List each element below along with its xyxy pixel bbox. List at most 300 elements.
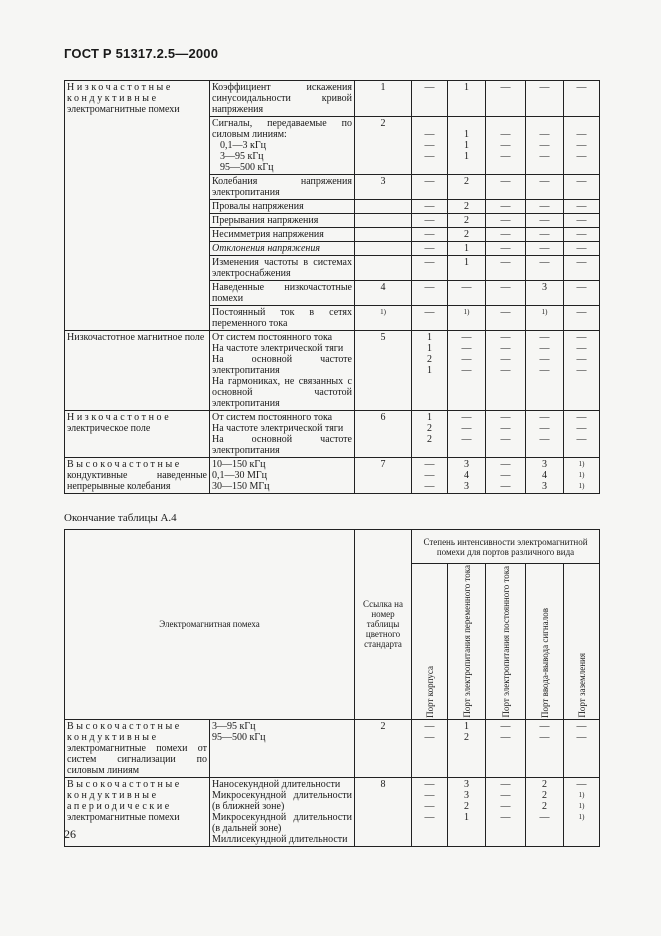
cell-value: —: [539, 423, 550, 434]
cell-value: —: [500, 332, 511, 343]
cell-value: —: [539, 434, 550, 445]
degree-cell: [526, 200, 564, 214]
degree-cell: [412, 175, 448, 200]
port-header: [526, 564, 564, 720]
parameter-item: 3—95 кГц: [212, 720, 256, 732]
cell-value: 2: [542, 800, 547, 812]
cell-value: —: [539, 215, 550, 226]
reference-number: [355, 200, 412, 214]
cell-value: —: [500, 257, 511, 268]
parameter-text: Коэффициент искажения синусоидальности кривой напряжения: [212, 82, 352, 115]
cell-value: —: [576, 778, 587, 790]
cell-value: —: [576, 423, 587, 434]
disturbance-parameters: [210, 458, 355, 494]
cell-value: 2: [427, 434, 432, 445]
spacer: [414, 118, 445, 129]
disturbance-name: [65, 331, 210, 411]
cell-value: 2: [427, 354, 432, 365]
spacer: [528, 118, 561, 129]
degree-cell: [526, 242, 564, 256]
table-a4-part1: [64, 80, 600, 494]
cell-value: 3: [464, 789, 469, 801]
port-header-text: Порт электропитания переменного тока: [461, 565, 472, 718]
degree-cell: [526, 331, 564, 411]
cell-value: —: [539, 176, 550, 187]
cell-value: 1: [464, 811, 469, 823]
parameter-text: Провалы напряжения: [212, 201, 304, 212]
disturbance-name-rest: электрическое поле: [67, 423, 151, 434]
cell-value: —: [500, 176, 511, 187]
disturbance-name-rest: кондуктивные наведенные непрерывные колебания: [67, 470, 207, 492]
cell-value: —: [500, 720, 511, 732]
degree-cell: [486, 200, 526, 214]
cell-value: —: [500, 434, 511, 445]
degree-cell: [412, 411, 448, 458]
degree-cell: [526, 458, 564, 494]
cell-value: —: [539, 811, 550, 823]
table-a4-part2: [64, 529, 600, 847]
degree-cell: [412, 228, 448, 242]
degree-cell: [526, 81, 564, 117]
disturbance-name-rest: электромагнитные помехи: [67, 811, 180, 823]
degree-cell: [486, 411, 526, 458]
degree-cell: [526, 777, 564, 846]
cell-value: —: [424, 811, 435, 823]
table-row: [65, 719, 600, 777]
degree-cell: [526, 719, 564, 777]
parameter-item: Микросекундной длительности (в ближней зоне): [212, 789, 352, 812]
parameter-item: От систем постоянного тока: [212, 332, 333, 343]
cell-value: 1: [427, 365, 432, 376]
cell-value: —: [500, 800, 511, 812]
cell-value: —: [461, 343, 472, 354]
disturbance-parameter: [210, 175, 355, 200]
cell-value: —: [500, 215, 511, 226]
parameter-item: На основной частоте электропитания: [212, 434, 352, 456]
cell-value: —: [500, 354, 511, 365]
degree-cell: [486, 719, 526, 777]
cell-value: —: [500, 365, 511, 376]
parameter-item: На гармониках, не связанных с основной частотой электропитания: [212, 376, 352, 409]
spacer: [488, 118, 523, 129]
disturbance-name-spaced: Высокочастотные кондуктивные: [67, 720, 182, 743]
cell-value: 3: [380, 176, 386, 187]
cell-value: —: [500, 82, 511, 93]
degree-cell: [486, 81, 526, 117]
cell-value: —: [500, 470, 511, 481]
port-header: [448, 564, 486, 720]
parameter-item: 95—500 кГц: [212, 731, 266, 743]
cell-value: —: [576, 82, 587, 93]
reference-number: [355, 242, 412, 256]
degree-cell: [526, 256, 564, 281]
disturbance-parameter: [210, 214, 355, 228]
parameter-text: Сигналы, передаваемые по силовым линиям:: [212, 118, 352, 140]
cell-value: 2: [464, 229, 469, 240]
cell-value: —: [500, 129, 511, 140]
disturbance-name: [65, 719, 210, 777]
cell-value: —: [424, 307, 435, 318]
cell-value: 1: [464, 243, 469, 254]
degree-cell: [412, 214, 448, 228]
degree-cell: [564, 777, 600, 846]
port-header: [564, 564, 600, 720]
cell-value: —: [424, 459, 435, 470]
degree-cell: [448, 242, 486, 256]
cell-value: 1): [380, 308, 386, 316]
cell-value: 2: [542, 778, 547, 790]
cell-value: 1): [578, 801, 585, 810]
cell-value: —: [576, 129, 587, 140]
degree-cell: [486, 458, 526, 494]
degree-cell: [486, 777, 526, 846]
disturbance-parameters: [210, 719, 355, 777]
degree-cell: [412, 458, 448, 494]
reference-number: 8: [355, 777, 412, 846]
cell-value: 3: [464, 459, 469, 470]
port-header-text: Порт заземления: [576, 653, 587, 718]
cell-value: —: [500, 282, 511, 293]
cell-value: —: [500, 140, 511, 151]
cell-value: 3: [464, 481, 469, 492]
cell-value: —: [539, 257, 550, 268]
cell-value: —: [424, 215, 435, 226]
table-row: [65, 411, 600, 458]
parameter-subitem: 95—500 кГц: [220, 162, 274, 173]
parameter-item: Наносекундной длительности: [212, 778, 341, 790]
cell-value: —: [424, 243, 435, 254]
reference-number: [355, 256, 412, 281]
cell-value: 1): [578, 482, 585, 490]
disturbance-name-text: Низкочастотное магнитное поле: [67, 332, 205, 343]
cell-value: —: [500, 243, 511, 254]
cell-value: —: [539, 332, 550, 343]
disturbance-name: [65, 411, 210, 458]
degree-cell: [448, 214, 486, 228]
reference-number: 6: [355, 411, 412, 458]
parameter-text: Изменения частоты в системах электроснабжения: [212, 257, 352, 279]
disturbance-name: [65, 777, 210, 846]
reference-number: [355, 81, 412, 117]
cell-value: —: [576, 215, 587, 226]
document-header: ГОСТ Р 51317.2.5—2000: [64, 46, 219, 61]
cell-value: 2: [464, 215, 469, 226]
cell-value: —: [500, 201, 511, 212]
cell-value: 1): [541, 308, 548, 316]
degree-cell: [448, 719, 486, 777]
cell-value: —: [539, 731, 550, 743]
cell-value: —: [424, 229, 435, 240]
cell-value: —: [424, 470, 435, 481]
degree-cell: [564, 719, 600, 777]
degree-cell: [486, 117, 526, 175]
cell-value: —: [500, 778, 511, 790]
degree-cell: [412, 117, 448, 175]
cell-value: —: [500, 151, 511, 162]
cell-value: —: [576, 243, 587, 254]
cell-value: —: [424, 176, 435, 187]
cell-value: —: [539, 720, 550, 732]
cell-value: 1: [427, 343, 432, 354]
degree-cell: [412, 81, 448, 117]
reference-number: [355, 306, 412, 331]
cell-value: —: [539, 365, 550, 376]
reference-number: 5: [355, 331, 412, 411]
cell-value: —: [500, 229, 511, 240]
degree-cell: [486, 306, 526, 331]
degree-cell: [486, 242, 526, 256]
port-header: [412, 564, 448, 720]
header-reference: Ссылка на номер таблицы цветного стандарта: [355, 530, 412, 720]
parameter-subitem: 0,1—3 кГц: [220, 140, 266, 151]
disturbance-parameters: [210, 331, 355, 411]
cell-value: —: [500, 423, 511, 434]
degree-cell: [564, 200, 600, 214]
degree-cell: [448, 81, 486, 117]
cell-value: —: [424, 82, 435, 93]
disturbance-name-spaced: Высокочастотные: [67, 459, 182, 470]
cell-value: —: [424, 778, 435, 790]
parameter-item: 0,1—30 МГц: [212, 470, 268, 481]
cell-value: —: [461, 332, 472, 343]
cell-value: —: [539, 140, 550, 151]
cell-value: —: [500, 481, 511, 492]
degree-cell: [564, 256, 600, 281]
degree-cell: [564, 228, 600, 242]
cell-value: —: [461, 423, 472, 434]
disturbance-parameter: [210, 228, 355, 242]
degree-cell: [564, 242, 600, 256]
cell-value: —: [576, 731, 587, 743]
cell-value: —: [576, 307, 587, 318]
cell-value: —: [539, 82, 550, 93]
disturbance-parameter: [210, 117, 355, 175]
degree-cell: [526, 228, 564, 242]
degree-cell: [448, 281, 486, 306]
disturbance-name-spaced: Низкочастотные кондуктивные: [67, 82, 173, 104]
cell-value: —: [539, 229, 550, 240]
degree-cell: [448, 411, 486, 458]
cell-value: —: [424, 140, 435, 151]
degree-cell: [526, 214, 564, 228]
disturbance-parameter: [210, 200, 355, 214]
degree-cell: [526, 117, 564, 175]
degree-cell: [412, 331, 448, 411]
parameter-item: От систем постоянного тока: [212, 412, 333, 423]
cell-value: 2: [464, 201, 469, 212]
degree-cell: [486, 331, 526, 411]
disturbance-parameter: [210, 256, 355, 281]
degree-cell: [448, 175, 486, 200]
cell-value: —: [461, 412, 472, 423]
cell-value: —: [500, 343, 511, 354]
degree-cell: [448, 228, 486, 242]
cell-value: 2: [464, 176, 469, 187]
spacer: [450, 118, 483, 129]
reference-number: [355, 281, 412, 306]
degree-cell: [412, 777, 448, 846]
degree-cell: [412, 200, 448, 214]
cell-value: 2: [380, 118, 386, 129]
degree-cell: [448, 777, 486, 846]
port-header-text: Порт электропитания постоянного тока: [500, 566, 511, 718]
degree-cell: [526, 411, 564, 458]
cell-value: —: [576, 332, 587, 343]
reference-number: [355, 175, 412, 200]
cell-value: 1: [464, 82, 469, 93]
disturbance-parameter: [210, 81, 355, 117]
cell-value: 1: [464, 257, 469, 268]
cell-value: —: [576, 257, 587, 268]
spacer: [566, 118, 597, 129]
parameter-text: Отклонения напряжения: [212, 243, 321, 254]
cell-value: —: [500, 459, 511, 470]
degree-cell: [564, 411, 600, 458]
continuation-label: Окончание таблицы А.4: [64, 512, 177, 524]
cell-value: 2: [542, 789, 547, 801]
cell-value: —: [424, 257, 435, 268]
cell-value: —: [424, 129, 435, 140]
degree-cell: [448, 331, 486, 411]
cell-value: —: [576, 365, 587, 376]
degree-cell: [412, 242, 448, 256]
parameter-item: На частоте электрической тяги: [212, 343, 344, 354]
cell-value: —: [576, 720, 587, 732]
degree-cell: [564, 175, 600, 200]
parameter-item: Микросекундной длительности (в дальней зоне): [212, 811, 352, 834]
disturbance-name-spaced: Высокочастотные кондуктивные апериодические: [67, 778, 182, 812]
degree-cell: [448, 306, 486, 331]
cell-value: —: [539, 151, 550, 162]
cell-value: —: [424, 481, 435, 492]
disturbance-parameter: [210, 306, 355, 331]
cell-value: 3: [542, 282, 547, 293]
disturbance-parameter: [210, 281, 355, 306]
cell-value: —: [461, 354, 472, 365]
cell-value: 1): [463, 308, 470, 316]
cell-value: —: [424, 789, 435, 801]
cell-value: 1: [464, 720, 469, 732]
header-degree: Степень интенсивности электромагнитной помехи для портов различного вида: [412, 530, 600, 564]
degree-cell: [412, 256, 448, 281]
cell-value: 1: [464, 151, 469, 162]
port-header: [486, 564, 526, 720]
degree-cell: [526, 306, 564, 331]
cell-value: —: [576, 201, 587, 212]
reference-number: [355, 228, 412, 242]
parameter-item: Миллисекундной длительности: [212, 833, 348, 845]
disturbance-parameters: [210, 777, 355, 846]
cell-value: —: [461, 434, 472, 445]
disturbance-parameters: [210, 411, 355, 458]
degree-cell: [526, 281, 564, 306]
reference-number: [355, 214, 412, 228]
parameter-text: Колебания напряжения электропитания: [212, 176, 352, 198]
cell-value: 2: [427, 423, 432, 434]
cell-value: —: [424, 800, 435, 812]
disturbance-name: [65, 458, 210, 494]
parameter-item: На частоте электрической тяги: [212, 423, 344, 434]
cell-value: —: [539, 243, 550, 254]
cell-value: —: [576, 282, 587, 293]
disturbance-parameter: [210, 242, 355, 256]
cell-value: —: [576, 434, 587, 445]
table-row: [65, 458, 600, 494]
cell-value: 1: [464, 129, 469, 140]
cell-value: 4: [380, 282, 386, 293]
table-row: [65, 777, 600, 846]
cell-value: —: [424, 151, 435, 162]
disturbance-name: [65, 81, 210, 331]
reference-number: [355, 117, 412, 175]
degree-cell: [412, 306, 448, 331]
cell-value: 1: [464, 140, 469, 151]
cell-value: —: [424, 731, 435, 743]
parameter-item: На основной частоте электропитания: [212, 354, 352, 376]
disturbance-name-rest: электромагнитные помехи от систем сигнализации по силовым линиям: [67, 742, 207, 776]
page-number: 26: [64, 827, 76, 841]
cell-value: —: [576, 229, 587, 240]
cell-value: 1): [578, 460, 585, 468]
degree-cell: [564, 117, 600, 175]
cell-value: —: [539, 412, 550, 423]
cell-value: 1): [578, 471, 585, 479]
cell-value: 3: [464, 778, 469, 790]
table-row: [65, 81, 600, 117]
parameter-text: Наведенные низкочастотные помехи: [212, 282, 352, 304]
cell-value: 1: [427, 332, 432, 343]
reference-number: 7: [355, 458, 412, 494]
degree-cell: [564, 214, 600, 228]
cell-value: —: [500, 789, 511, 801]
cell-value: 1): [578, 790, 585, 799]
degree-cell: [448, 117, 486, 175]
degree-cell: [486, 256, 526, 281]
degree-cell: [564, 281, 600, 306]
parameter-text: Прерывания напряжения: [212, 215, 319, 226]
cell-value: 3: [542, 481, 547, 492]
cell-value: 3: [542, 459, 547, 470]
degree-cell: [526, 175, 564, 200]
cell-value: —: [500, 412, 511, 423]
degree-cell: [564, 306, 600, 331]
header-disturbance: Электромагнитная помеха: [65, 530, 355, 720]
cell-value: —: [539, 129, 550, 140]
parameter-item: 10—150 кГц: [212, 459, 266, 470]
degree-cell: [564, 81, 600, 117]
cell-value: 4: [542, 470, 547, 481]
cell-value: 1: [427, 412, 432, 423]
reference-number: 2: [355, 719, 412, 777]
cell-value: —: [576, 151, 587, 162]
degree-cell: [448, 458, 486, 494]
degree-cell: [486, 175, 526, 200]
parameter-item: 30—150 МГц: [212, 481, 270, 492]
cell-value: 4: [464, 470, 469, 481]
degree-cell: [448, 200, 486, 214]
table-row: [65, 331, 600, 411]
cell-value: —: [539, 354, 550, 365]
cell-value: —: [576, 354, 587, 365]
degree-cell: [486, 281, 526, 306]
cell-value: —: [461, 282, 472, 293]
cell-value: —: [539, 343, 550, 354]
cell-value: —: [539, 201, 550, 212]
degree-cell: [448, 256, 486, 281]
cell-value: —: [424, 201, 435, 212]
cell-value: —: [500, 731, 511, 743]
disturbance-name-rest: электромагнитные помехи: [67, 104, 180, 115]
